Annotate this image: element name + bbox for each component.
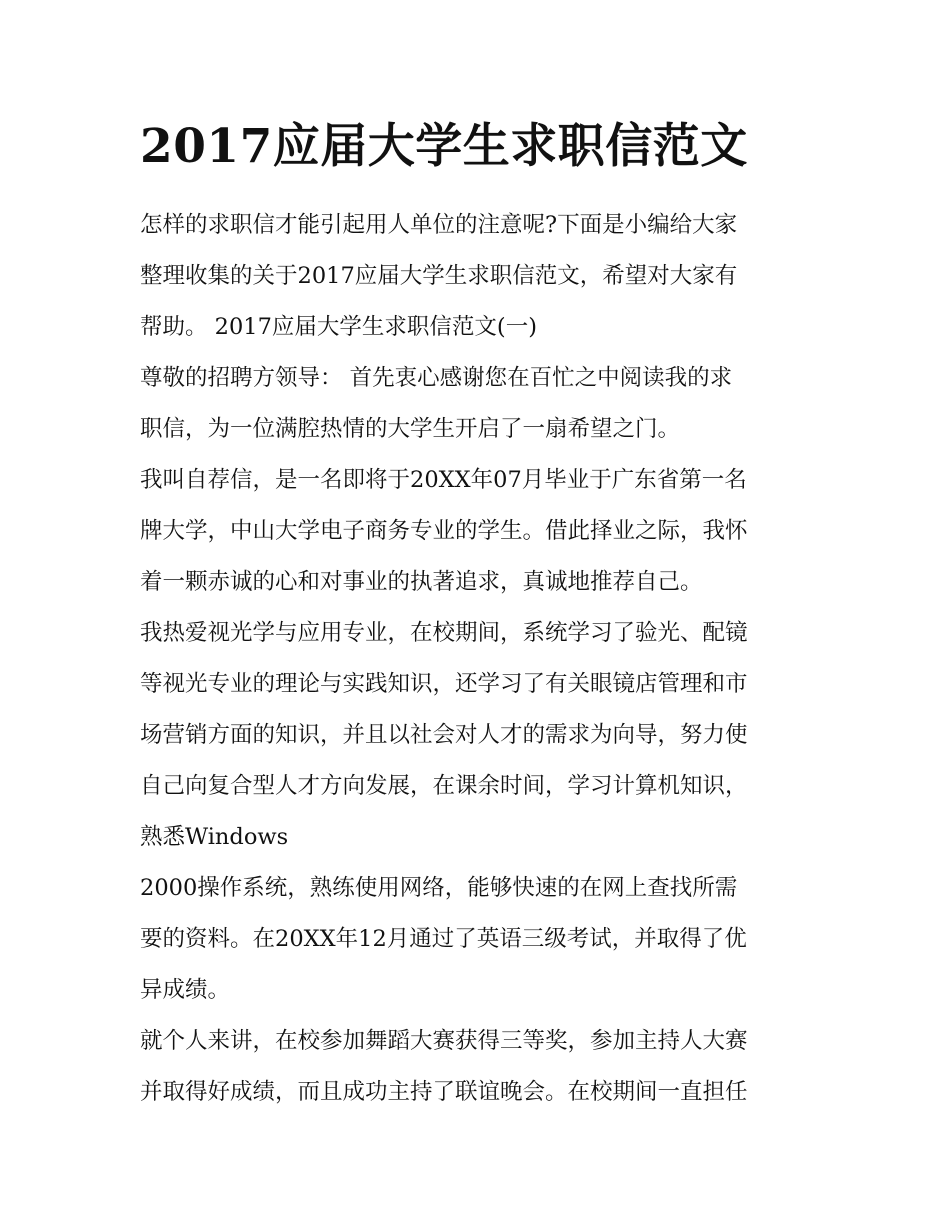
- paragraph-self-intro: [140, 455, 820, 608]
- text-line: 等视光专业的理论与实践知识，还学习了有关眼镜店管理和市: [140, 671, 748, 697]
- text-line: 尊敬的招聘方领导： 首先衷心感谢您在百忙之中阅读我的求: [140, 365, 733, 391]
- text-line: 异成绩。: [140, 977, 231, 1003]
- text-line: 牌大学，中山大学电子商务专业的学生。借此择业之际，我怀: [140, 518, 748, 544]
- paragraph-salutation: [140, 353, 820, 455]
- text-line: 我热爱视光学与应用专业，在校期间，系统学习了验光、配镜: [140, 620, 748, 646]
- paragraph-skills: [140, 863, 820, 1016]
- text-line: 我叫自荐信，是一名即将于20XX年07月毕业于广东省第一名: [140, 467, 747, 493]
- text-line: 职信，为一位满腔热情的大学生开启了一扇希望之门。: [140, 416, 681, 442]
- text-line: 着一颗赤诚的心和对事业的执著追求，真诚地推荐自己。: [140, 569, 703, 595]
- text-line: 要的资料。在20XX年12月通过了英语三级考试，并取得了优: [140, 926, 747, 952]
- text-line: 怎样的求职信才能引起用人单位的注意呢?下面是小编给大家: [140, 212, 738, 238]
- text-line: 自己向复合型人才方向发展，在课余时间，学习计算机知识，: [140, 773, 748, 799]
- paragraph-intro: [140, 200, 820, 353]
- document-page: [140, 112, 820, 1118]
- paragraph-studies: [140, 608, 820, 863]
- text-line: 2000操作系统，熟练使用网络，能够快速的在网上查找所需: [140, 875, 738, 901]
- text-line: 帮助。 2017应届大学生求职信范文(一): [140, 314, 537, 340]
- document-title: 2017应届大学生求职信范文: [140, 119, 748, 174]
- text-line: 熟悉Windows: [140, 824, 289, 850]
- text-line: 场营销方面的知识，并且以社会对人才的需求为向导，努力使: [140, 722, 748, 748]
- text-line: 整理收集的关于2017应届大学生求职信范文，希望对大家有: [140, 263, 738, 289]
- text-line: 就个人来讲，在校参加舞蹈大赛获得三等奖，参加主持人大赛: [140, 1028, 748, 1054]
- paragraph-activities: [140, 1016, 820, 1118]
- text-line: 并取得好成绩，而且成功主持了联谊晚会。在校期间一直担任: [140, 1079, 748, 1105]
